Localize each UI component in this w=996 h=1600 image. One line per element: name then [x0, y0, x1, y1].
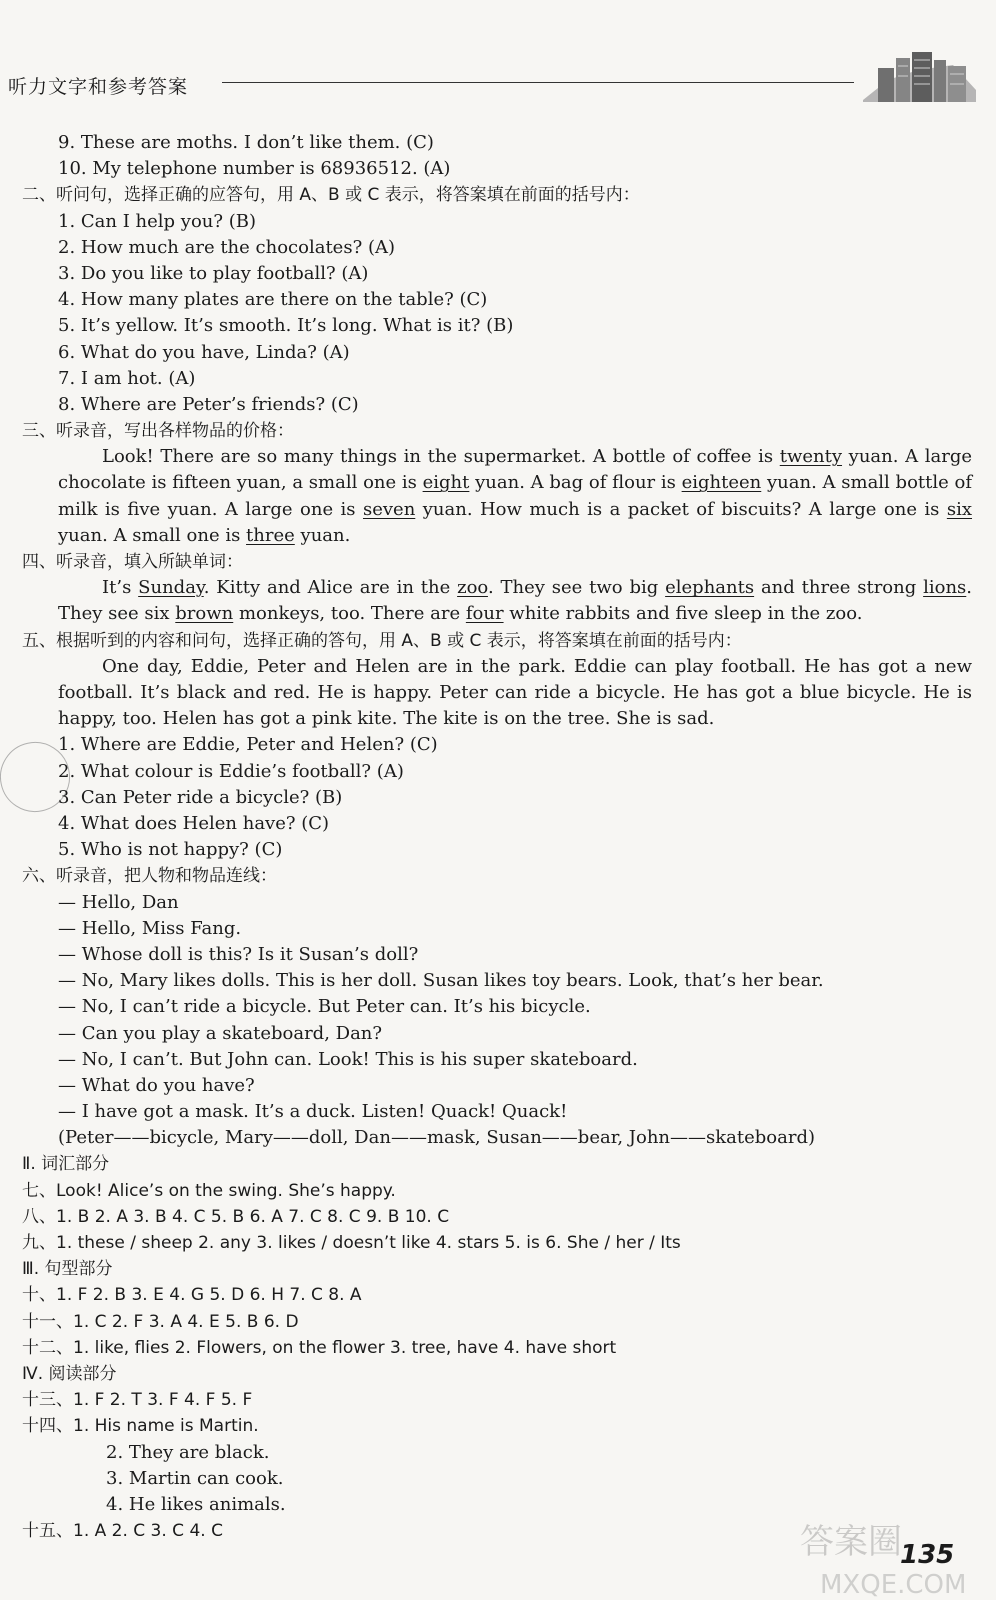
dialogue-line: — Hello, Miss Fang.	[58, 917, 242, 939]
dialogue-line: — I have got a mask. It’s a duck. Listen! Quack! Quack!	[58, 1101, 568, 1123]
section-heading: 五、根据听到的内容和问句，选择正确的答句，用 A、B 或 C 表示，将答案填在前面的括号内：	[22, 630, 742, 651]
section-heading: 三、听录音，写出各样物品的价格：	[22, 421, 294, 442]
page-header	[0, 0, 996, 110]
passage-prices: Look! There are so many things in the supermarket. A bottle of coffee is twenty yuan. A large chocolate is fifteen yuan, a small one is eight yuan. A bag of flour is eighteen yuan. A small bottle of milk is five yuan. A large one is seven yuan. How much is a packet of biscuits? A large one is six yuan. A small one is three yuan.	[58, 446, 973, 546]
dialogue-line: — Whose doll is this? Is it Susan’s doll?	[58, 943, 419, 965]
answer-word: six	[946, 498, 973, 520]
answer-word: eight	[422, 472, 470, 494]
section-heading: 四、听录音，填入所缺单词：	[22, 552, 243, 573]
answer-line: 十二、1. like, flies 2. Flowers, on the flower 3. tree, have 4. have short	[22, 1337, 617, 1358]
text-line: 7. I am hot. (A)	[58, 367, 196, 389]
section-heading: 六、听录音，把人物和物品连线：	[22, 866, 277, 887]
text-line: 2. What colour is Eddie’s football? (A)	[58, 760, 404, 782]
answer-word: four	[465, 603, 504, 625]
svg-text:MXQE.COM: MXQE.COM	[820, 1570, 967, 1600]
matching-answer: (Peter——bicycle, Mary——doll, Dan——mask, Susan——bear, John——skateboard)	[58, 1127, 816, 1149]
answer-line: 十四、1. His name is Martin.	[22, 1416, 259, 1437]
answer-word: brown	[175, 603, 234, 625]
passage-zoo: It’s Sunday. Kitty and Alice are in the zoo. They see two big elephants and three strong lions. They see six brown monkeys, too. There are four white rabbits and five sleep in the zoo.	[58, 577, 973, 625]
answer-line: 九、1. these / sheep 2. any 3. likes / doesn’t like 4. stars 5. is 6. She / her / Its	[22, 1233, 681, 1254]
text-line: 1. Can I help you? (B)	[58, 210, 257, 232]
dialogue-line: — No, I can’t ride a bicycle. But Peter can. It’s his bicycle.	[58, 996, 591, 1018]
watermark-logo	[790, 1505, 990, 1600]
dialogue-line: — What do you have?	[58, 1074, 255, 1096]
answer-line: 十五、1. A 2. C 3. C 4. C	[22, 1521, 223, 1542]
part-heading: Ⅳ. 阅读部分	[22, 1363, 117, 1384]
text-line: 3. Do you like to play football? (A)	[58, 262, 369, 284]
answer-line: 十、1. F 2. B 3. E 4. G 5. D 6. H 7. C 8. A	[22, 1285, 362, 1306]
answer-word: zoo	[457, 577, 488, 599]
text-line: 10. My telephone number is 68936512. (A)	[58, 158, 451, 180]
header-rule	[222, 82, 854, 83]
page-number: 135	[900, 1540, 955, 1570]
answer-line: 4. He likes animals.	[106, 1493, 286, 1515]
answer-word: twenty	[779, 446, 843, 468]
part-heading: Ⅲ. 句型部分	[22, 1259, 113, 1280]
text-line: 6. What do you have, Linda? (A)	[58, 341, 350, 363]
answer-line: 十三、1. F 2. T 3. F 4. F 5. F	[22, 1390, 253, 1411]
answer-word: three	[246, 524, 295, 546]
text-line: 1. Where are Eddie, Peter and Helen? (C)	[58, 734, 438, 756]
answer-word: eighteen	[681, 472, 762, 494]
answer-word: Sunday	[138, 577, 204, 599]
header-title: 听力文字和参考答案	[8, 76, 189, 98]
answer-line: 八、1. B 2. A 3. B 4. C 5. B 6. A 7. C 8. C 9. B 10. C	[22, 1206, 450, 1227]
dialogue-line: — Can you play a skateboard, Dan?	[58, 1022, 383, 1044]
dialogue-line: — No, I can’t. But John can. Look! This is his super skateboard.	[58, 1048, 638, 1070]
text-line: 8. Where are Peter’s friends? (C)	[58, 393, 359, 415]
answer-word: lions	[923, 577, 967, 599]
answer-line: 七、Look! Alice’s on the swing. She’s happy.	[22, 1180, 396, 1201]
answer-word: seven	[362, 498, 416, 520]
answer-line: 2. They are black.	[106, 1441, 270, 1463]
text-line: 4. What does Helen have? (C)	[58, 813, 330, 835]
answer-line: 3. Martin can cook.	[106, 1467, 284, 1489]
answer-content	[22, 130, 972, 1544]
text-line: 2. How much are the chocolates? (A)	[58, 236, 395, 258]
section-heading: 二、听问句，选择正确的应答句，用 A、B 或 C 表示，将答案填在前面的括号内：	[22, 185, 640, 206]
building-illustration-icon	[858, 30, 978, 105]
text-line: 4. How many plates are there on the table? (C)	[58, 289, 488, 311]
text-line: 9. These are moths. I don’t like them. (C)	[58, 132, 434, 153]
svg-text:答案圈: 答案圈	[800, 1522, 902, 1562]
dialogue-line: — No, Mary likes dolls. This is her doll. Susan likes toy bears. Look, that’s her bear.	[58, 970, 824, 992]
answer-word: elephants	[665, 577, 755, 599]
text-line: 5. Who is not happy? (C)	[58, 839, 283, 861]
dialogue-line: — Hello, Dan	[58, 891, 179, 913]
text-line: 3. Can Peter ride a bicycle? (B)	[58, 786, 343, 808]
passage-park: One day, Eddie, Peter and Helen are in the park. Eddie can play football. He has got a new football. It’s black and red. He is happy. Peter can ride a bicycle. He has got a blue bicycle. He is happy, too. Helen has got a pink kite. The kite is on the tree. She is sad.	[58, 655, 972, 730]
text-line: 5. It’s yellow. It’s smooth. It’s long. What is it? (B)	[58, 315, 514, 337]
part-heading: Ⅱ. 词汇部分	[22, 1154, 110, 1175]
answer-line: 十一、1. C 2. F 3. A 4. E 5. B 6. D	[22, 1311, 299, 1332]
